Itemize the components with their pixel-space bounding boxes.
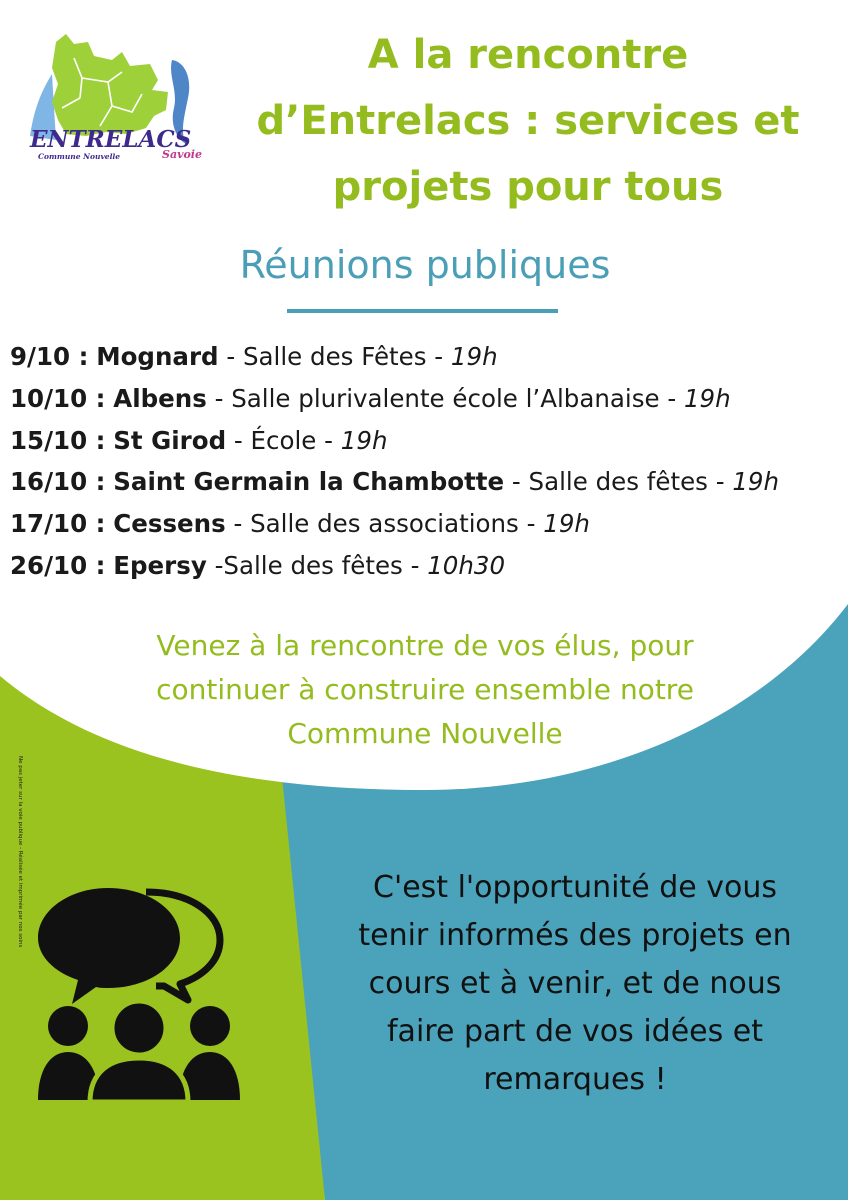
title-line: projets pour tous xyxy=(332,164,724,210)
meeting-time: 19h xyxy=(683,383,731,413)
meeting-time: 19h xyxy=(450,342,498,371)
person-center-head xyxy=(112,1001,166,1055)
meeting-place: Albens xyxy=(113,383,207,413)
person-right-head xyxy=(190,1006,230,1046)
meeting-item xyxy=(10,461,846,503)
poster-title xyxy=(228,22,828,220)
discussion-group-icon xyxy=(38,888,248,1103)
invite-line: continuer à construire ensemble notre xyxy=(156,673,694,706)
person-left-head xyxy=(48,1006,88,1046)
meeting-venue: - École - xyxy=(226,425,341,455)
meeting-date: 15/10 : xyxy=(10,425,106,455)
logo-wordmark xyxy=(30,128,210,168)
person-center-body xyxy=(90,1058,188,1102)
meeting-date: 10/10 : xyxy=(10,383,106,413)
meeting-time: 19h xyxy=(732,467,780,497)
opportunity-line: C'est l'opportunité de vous xyxy=(373,870,777,905)
meeting-date: 16/10 : xyxy=(10,467,106,497)
title-line: d’Entrelacs : services et xyxy=(256,98,800,144)
logo-name: ENTRELACS xyxy=(30,126,192,153)
logo-map xyxy=(52,34,168,136)
meeting-time: 10h30 xyxy=(427,550,506,580)
meeting-place: Cessens xyxy=(113,509,226,539)
meeting-time: 19h xyxy=(340,425,388,455)
meeting-item xyxy=(10,378,846,420)
meeting-venue: - Salle des fêtes - xyxy=(504,467,733,497)
opportunity-line: tenir informés des projets en xyxy=(358,918,792,953)
meeting-venue: - Salle des associations - xyxy=(225,509,544,539)
meeting-date: 17/10 : xyxy=(10,509,106,539)
meeting-item xyxy=(10,503,846,545)
invite-line: Venez à la rencontre de vos élus, pour xyxy=(156,629,694,662)
invitation-text xyxy=(100,624,750,756)
meeting-time: 19h xyxy=(543,509,590,539)
disposal-note-text: Ne pas jeter sur la voie publique - Réalisée et imprimée par nos soins xyxy=(17,756,23,948)
meeting-item xyxy=(10,545,846,587)
meeting-place: Saint Germain la Chambotte xyxy=(113,467,505,497)
meeting-list xyxy=(10,336,846,587)
opportunity-line: cours et à venir, et de nous xyxy=(368,966,782,1001)
meeting-item xyxy=(10,420,846,462)
meeting-venue: -Salle des fêtes - xyxy=(206,550,428,580)
meeting-date: 26/10 : xyxy=(10,550,106,580)
meeting-item xyxy=(10,336,846,378)
meeting-place: St Girod xyxy=(113,425,227,455)
opportunity-line: remarques ! xyxy=(483,1062,667,1097)
meeting-place: Mognard xyxy=(96,342,219,371)
opportunity-line: faire part de vos idées et xyxy=(387,1014,763,1049)
section-subtitle: Réunions publiques xyxy=(239,243,611,287)
meeting-date: 9/10 : xyxy=(10,342,89,371)
disposal-note xyxy=(15,756,27,986)
meeting-venue: - Salle plurivalente école l’Albanaise - xyxy=(206,383,684,413)
logo-region: Savoie xyxy=(162,148,202,161)
meeting-place: Epersy xyxy=(113,550,207,580)
meeting-venue: - Salle des Fêtes - xyxy=(218,342,451,371)
invite-line: Commune Nouvelle xyxy=(287,717,563,750)
logo-subtitle: Commune Nouvelle xyxy=(38,152,121,161)
opportunity-text xyxy=(320,864,830,1104)
subtitle-underline xyxy=(287,309,558,313)
title-line: A la rencontre xyxy=(367,32,689,78)
